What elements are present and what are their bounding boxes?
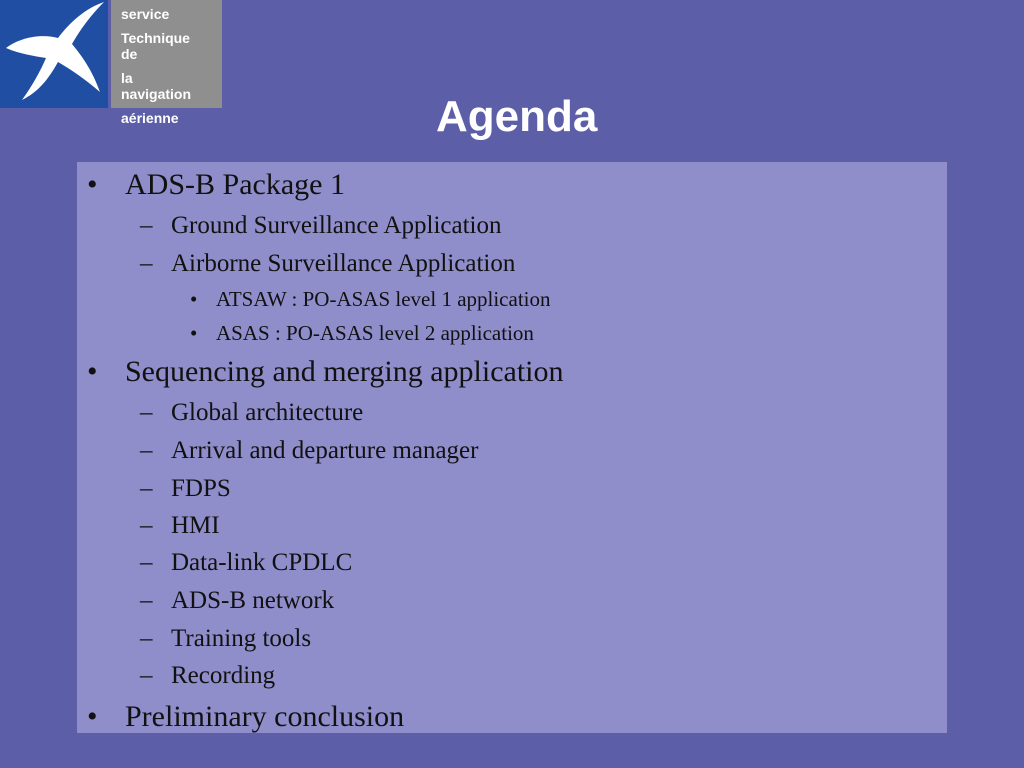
agenda-subitem: Training tools — [171, 625, 312, 652]
dash-icon: – — [140, 399, 153, 426]
bullet-icon: • — [190, 287, 198, 311]
dsna-logo — [0, 0, 108, 108]
org-line: navigation — [121, 86, 192, 102]
agenda-subsubitem: ASAS : PO-ASAS level 2 application — [216, 321, 534, 345]
dash-icon: – — [140, 662, 153, 689]
agenda-subitem: Global architecture — [171, 399, 364, 426]
agenda-item-sequencing: Sequencing and merging application — [125, 355, 564, 388]
agenda-subitem: ADS-B network — [171, 587, 335, 614]
agenda-subitem: HMI — [171, 512, 220, 539]
agenda-subitem: Recording — [171, 662, 276, 689]
agenda-subitem: Data-link CPDLC — [171, 549, 353, 576]
org-line: la — [121, 70, 133, 86]
dash-icon: – — [140, 549, 153, 576]
bird-logo-icon — [0, 0, 108, 108]
org-line: aérienne — [121, 110, 179, 126]
bullet-icon: • — [87, 700, 98, 733]
agenda-item-ads-b-package: ADS-B Package 1 — [125, 168, 345, 201]
dash-icon: – — [140, 212, 153, 239]
dash-icon: – — [140, 437, 153, 464]
dash-icon: – — [140, 475, 153, 502]
agenda-subitem: Ground Surveillance Application — [171, 212, 502, 239]
org-line: Technique — [121, 30, 190, 46]
org-line: de — [121, 46, 138, 62]
org-line: service — [121, 6, 170, 22]
dash-icon: – — [140, 250, 153, 277]
organization-name — [121, 6, 231, 126]
slide-title: Agenda — [436, 92, 598, 141]
agenda-subitem: FDPS — [171, 475, 231, 502]
agenda-subsubitem: ATSAW : PO-ASAS level 1 application — [216, 287, 551, 311]
dash-icon: – — [140, 587, 153, 614]
bullet-icon: • — [87, 355, 98, 388]
agenda-subitem: Arrival and departure manager — [171, 437, 479, 464]
bullet-icon: • — [87, 168, 98, 201]
agenda-item-conclusion: Preliminary conclusion — [125, 700, 405, 733]
dash-icon: – — [140, 625, 153, 652]
bullet-icon: • — [190, 321, 198, 345]
dash-icon: – — [140, 512, 153, 539]
agenda-subitem: Airborne Surveillance Application — [171, 250, 516, 277]
